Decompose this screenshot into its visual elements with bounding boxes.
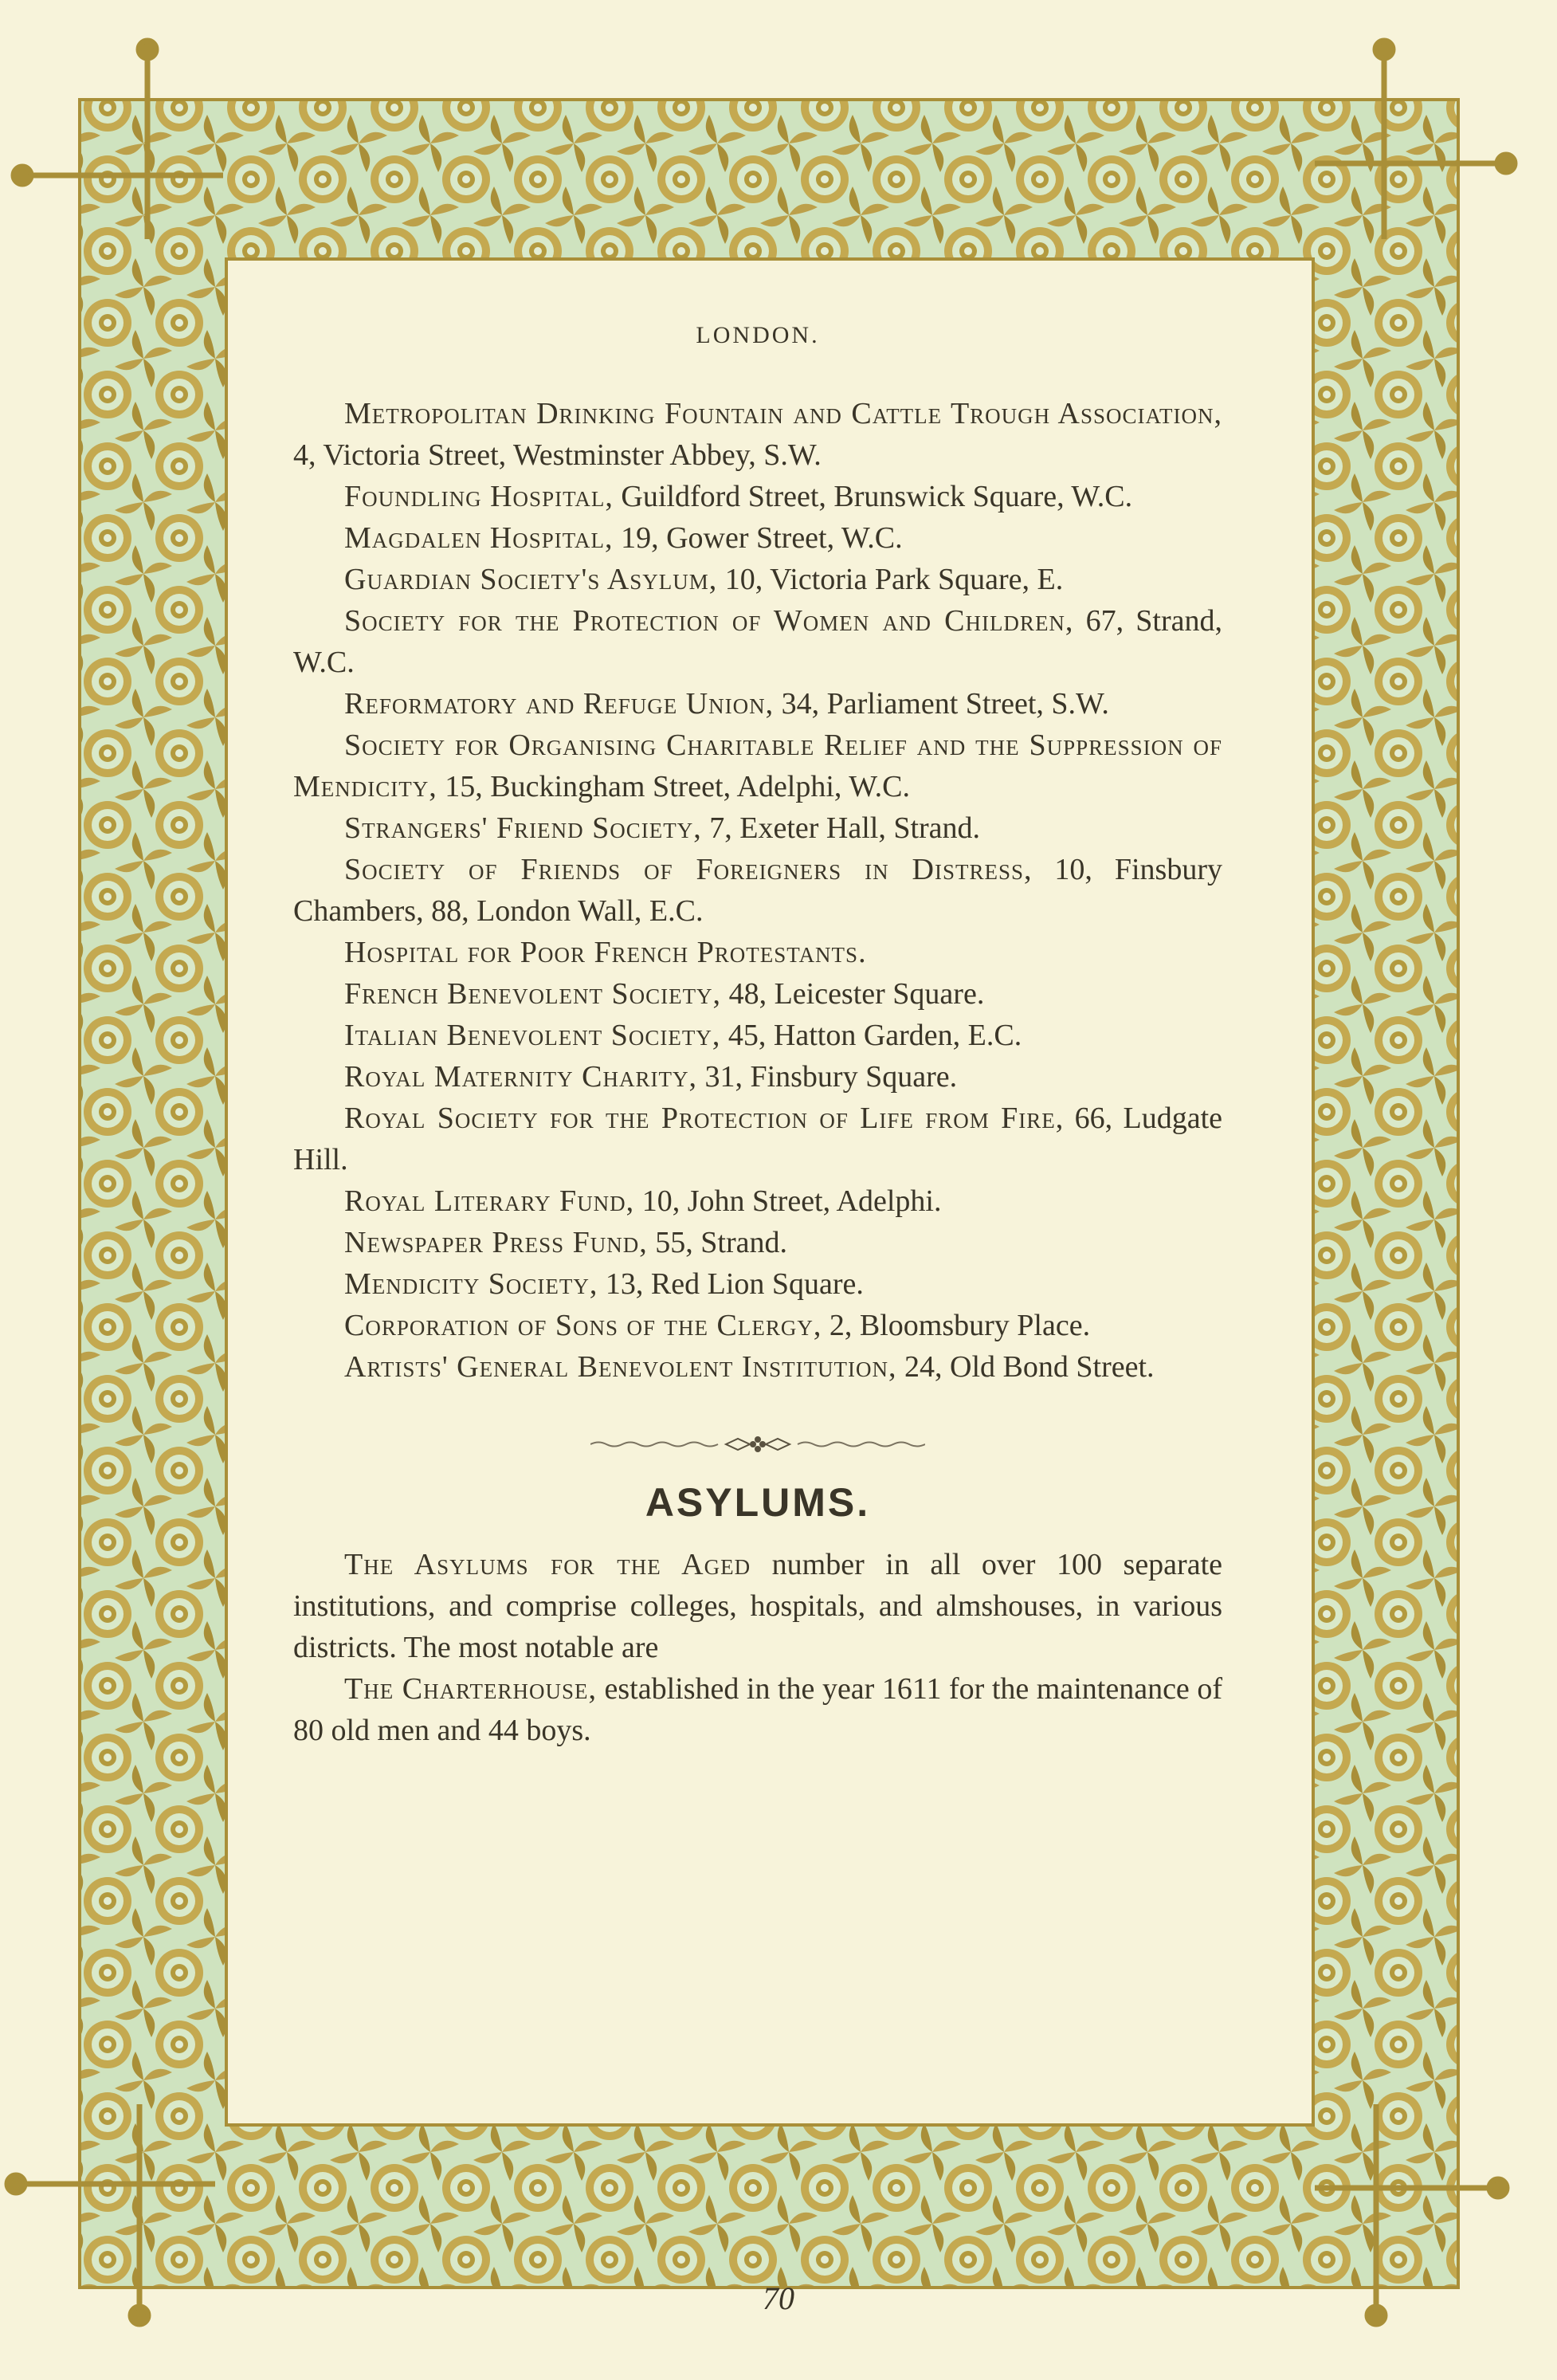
charity-address: 24, Old Bond Street.: [896, 1350, 1155, 1384]
page-number: 70: [763, 2280, 794, 2316]
asylum-paragraph: [293, 1668, 1222, 1751]
charity-address: 10, John Street, Adelphi.: [634, 1184, 942, 1218]
charity-address: 13, Red Lion Square.: [598, 1267, 864, 1301]
charity-entry: [293, 600, 1222, 683]
charity-entry: [293, 725, 1222, 807]
charity-entry: [293, 1180, 1222, 1222]
charity-address: 67, Strand, W.C.: [293, 604, 1222, 679]
section-title: ASYLUMS.: [645, 1480, 871, 1525]
charity-entry: [293, 932, 1222, 973]
charity-entry: [293, 807, 1222, 849]
charity-entry: [293, 1222, 1222, 1263]
charity-entry: [293, 1098, 1222, 1180]
charity-entry: [293, 1346, 1222, 1388]
charity-name: Guardian Society's Asylum,: [344, 563, 718, 596]
charity-entry: [293, 973, 1222, 1015]
charity-name: Mendicity Society,: [344, 1267, 598, 1301]
charity-name: Magdalen Hospital,: [344, 521, 614, 555]
charity-name: Royal Literary Fund,: [344, 1184, 635, 1218]
charity-name: French Benevolent Society,: [344, 977, 722, 1011]
charity-name: Royal Society for the Protection of Life from Fire,: [344, 1102, 1065, 1135]
charity-name: Society of Friends of Foreigners in Distress,: [344, 853, 1033, 886]
running-head: LONDON.: [696, 322, 820, 348]
charity-name: Corporation of Sons of the Clergy,: [344, 1309, 822, 1342]
charity-entry: [293, 683, 1222, 725]
charity-name: Society for the Protection of Women and Children,: [344, 604, 1074, 638]
charity-address: 7, Exeter Hall, Strand.: [701, 811, 981, 845]
charity-address: 4, Victoria Street, Westminster Abbey, S.W.: [293, 438, 822, 472]
divider-ornament: [590, 1432, 925, 1456]
charity-name: Metropolitan Drinking Fountain and Cattle Trough Association,: [344, 397, 1222, 430]
charity-address: 34, Parliament Street, S.W.: [774, 687, 1109, 721]
charity-name: Artists' General Benevolent Institution,: [344, 1350, 897, 1384]
charity-name: Italian Benevolent Society,: [344, 1019, 721, 1052]
charity-entry: [293, 476, 1222, 517]
paragraph-lead: The Charterhouse,: [344, 1672, 597, 1706]
charity-address: Guildford Street, Brunswick Square, W.C.: [613, 480, 1133, 513]
charity-entry: [293, 1056, 1222, 1098]
charity-entry: [293, 1305, 1222, 1346]
charity-name: Strangers' Friend Society,: [344, 811, 702, 845]
page-content: [293, 315, 1222, 1751]
section-divider: [293, 1426, 1222, 1450]
charity-entry: [293, 849, 1222, 932]
charity-name: Royal Maternity Charity,: [344, 1060, 697, 1094]
charity-name: Newspaper Press Fund,: [344, 1226, 648, 1259]
charity-address: 66, Ludgate Hill.: [293, 1102, 1222, 1176]
charity-entry: [293, 517, 1222, 559]
charity-address: 2, Bloomsbury Place.: [822, 1309, 1091, 1342]
paragraph-lead: The Asylums for the Aged: [344, 1548, 751, 1581]
paragraph-text: number in all over 100 separate institutions, and comprise colleges, hospitals, and almshouses, in various districts. The most notable are: [293, 1548, 1222, 1664]
asylum-paragraph: [293, 1544, 1222, 1668]
charity-address: 15, Buckingham Street, Adelphi, W.C.: [437, 770, 910, 803]
charity-name: Foundling Hospital,: [344, 480, 614, 513]
charity-address: 48, Leicester Square.: [721, 977, 985, 1011]
charity-name: Reformatory and Refuge Union,: [344, 687, 775, 721]
charity-entry: [293, 1263, 1222, 1305]
charity-address: 19, Gower Street, W.C.: [613, 521, 903, 555]
charity-name: Hospital for Poor French Protestants.: [344, 936, 867, 969]
charity-entry: [293, 559, 1222, 600]
charity-address: 45, Hatton Garden, E.C.: [720, 1019, 1022, 1052]
asylum-paragraphs: [293, 1544, 1222, 1751]
charity-address: 55, Strand.: [647, 1226, 788, 1259]
charity-entry: [293, 393, 1222, 476]
charity-list: [293, 393, 1222, 1388]
charity-address: 31, Finsbury Square.: [696, 1060, 958, 1094]
charity-address: 10, Finsbury Chambers, 88, London Wall, E.C.: [293, 853, 1223, 928]
charity-address: 10, Victoria Park Square, E.: [717, 563, 1064, 596]
charity-name: Society for Organising Charitable Relief and the Suppression of Mendicity,: [293, 729, 1222, 803]
charity-entry: [293, 1015, 1222, 1056]
paragraph-text: established in the year 1611 for the maintenance of 80 old men and 44 boys.: [293, 1672, 1222, 1747]
